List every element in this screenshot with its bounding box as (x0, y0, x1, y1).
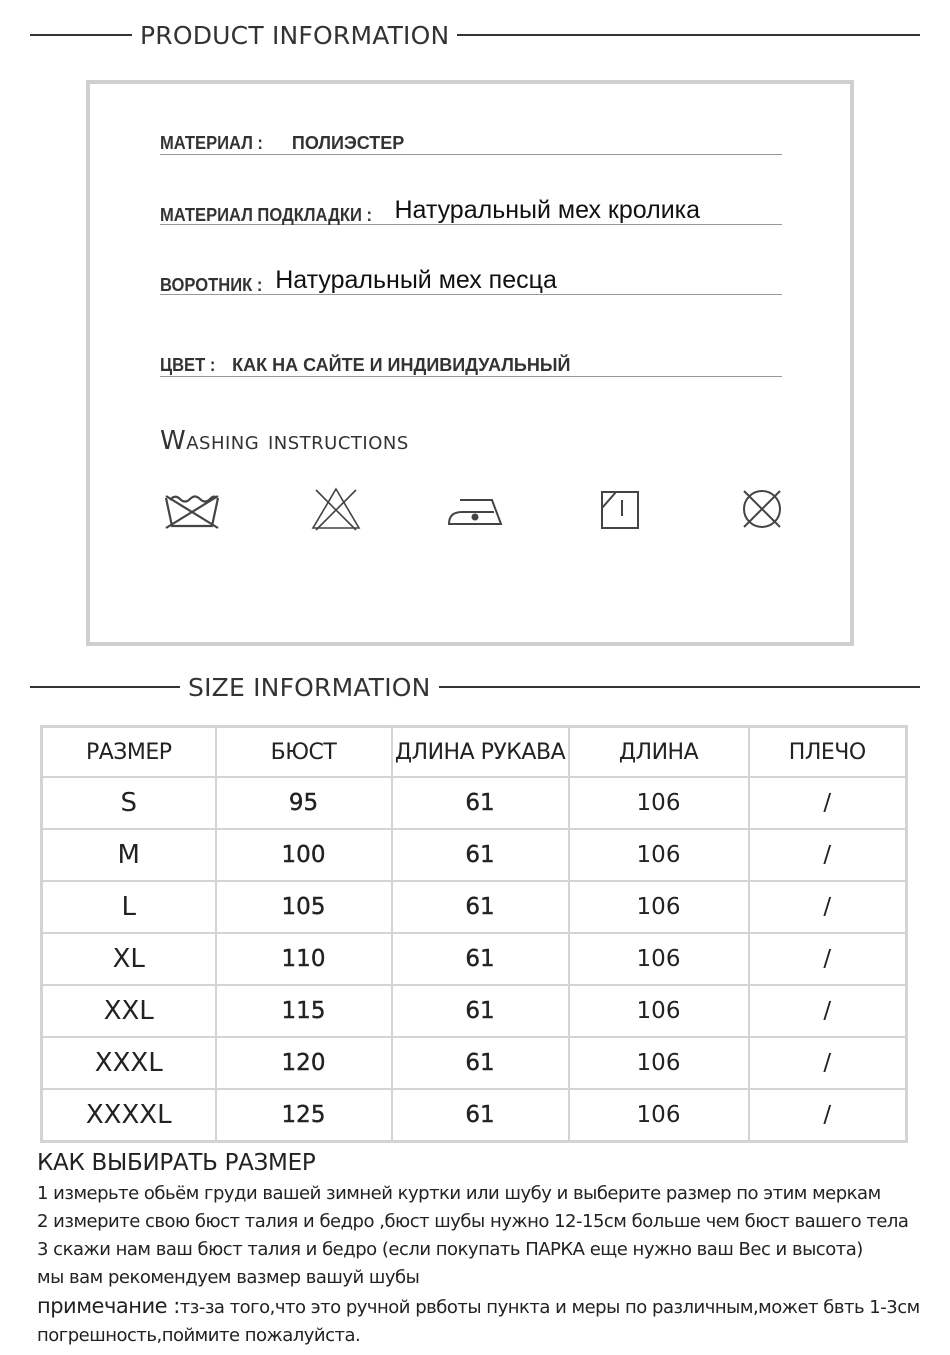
washing-instructions-title: Washing instructions (160, 426, 409, 456)
size-cell: L (42, 881, 216, 933)
bust-cell: 125 (216, 1089, 392, 1142)
size-cell: XXXXL (42, 1089, 216, 1142)
length-cell: 106 (569, 1037, 749, 1089)
color-label: ЦВЕТ : (160, 355, 216, 375)
table-row (42, 933, 907, 985)
size-cell: XL (42, 933, 216, 985)
size-cell: M (42, 829, 216, 881)
line-dry-icon (598, 486, 642, 532)
do-not-dry-clean-icon (738, 486, 786, 532)
product-information-title: PRODUCT INFORMATION (140, 20, 450, 50)
size-cell: XXXL (42, 1037, 216, 1089)
how-to-title: КАК ВЫБИРАТЬ РАЗМЕР (37, 1150, 316, 1176)
table-header-row (42, 727, 907, 778)
sleeve-cell: 61 (392, 1037, 569, 1089)
sleeve-cell: 61 (392, 985, 569, 1037)
note-line-2: погрешность,поймите пожалуйста. (37, 1325, 361, 1346)
table-row (42, 829, 907, 881)
length-cell: 106 (569, 933, 749, 985)
size-cell: XXL (42, 985, 216, 1037)
sleeve-cell: 61 (392, 1089, 569, 1142)
length-cell: 106 (569, 985, 749, 1037)
how-to-choose-size (37, 1150, 942, 1350)
instruction-line-1: 1 измерьте обьём груди вашей зимней куртки или шубу и выберите размер по этим меркам (37, 1183, 881, 1204)
length-cell: 106 (569, 881, 749, 933)
instruction-line-4: мы вам рекомендуем вазмер вашуй шубы (37, 1267, 420, 1288)
sleeve-cell: 61 (392, 881, 569, 933)
lining-value: Натуральный мех кролика (394, 196, 701, 224)
table-row (42, 985, 907, 1037)
lining-label: МАТЕРИАЛ ПОДКЛАДКИ : (160, 205, 373, 225)
shoulder-cell: / (749, 985, 907, 1037)
bust-cell: 115 (216, 985, 392, 1037)
column-header-shoulder: ПЛЕЧО (749, 727, 907, 778)
sleeve-cell: 61 (392, 933, 569, 985)
header-rule-right (457, 34, 920, 36)
color-row (160, 342, 782, 377)
bust-cell: 110 (216, 933, 392, 985)
table-row (42, 1037, 907, 1089)
sleeve-cell: 61 (392, 777, 569, 829)
length-cell: 106 (569, 777, 749, 829)
size-information-title: SIZE INFORMATION (188, 672, 431, 702)
product-information-header (30, 20, 920, 50)
length-cell: 106 (569, 1089, 749, 1142)
instruction-line-2: 2 измерите свою бюст талия и бедро ,бюст шубы нужно 12-15см больше чем бюст вашего тела (37, 1211, 909, 1232)
header-rule-left (30, 686, 180, 688)
bust-cell: 100 (216, 829, 392, 881)
size-cell: S (42, 777, 216, 829)
sleeve-cell: 61 (392, 829, 569, 881)
table-row (42, 777, 907, 829)
table-row (42, 881, 907, 933)
column-header-bust: БЮСТ (216, 727, 392, 778)
bust-cell: 120 (216, 1037, 392, 1089)
shoulder-cell: / (749, 1037, 907, 1089)
header-rule-left (30, 34, 132, 36)
size-information-header (30, 672, 920, 702)
instruction-line-3: 3 скажи нам ваш бюст талия и бедро (если покупать ПАРКА еще нужно ваш Вес и высота) (37, 1239, 863, 1260)
bust-cell: 105 (216, 881, 392, 933)
material-label: МАТЕРИАЛ : (160, 133, 263, 153)
header-rule-right (439, 686, 920, 688)
color-value: КАК НА САЙТЕ И ИНДИВИДУАЛЬНЫЙ (232, 355, 571, 375)
length-cell: 106 (569, 829, 749, 881)
product-info-box (86, 80, 854, 646)
column-header-length: ДЛИНА (569, 727, 749, 778)
shoulder-cell: / (749, 933, 907, 985)
shoulder-cell: / (749, 1089, 907, 1142)
collar-label: ВОРОТНИК : (160, 275, 263, 295)
lining-row (160, 184, 782, 225)
iron-low-icon (446, 486, 506, 532)
column-header-sleeve-length: ДЛИНА РУКАВА (392, 727, 569, 778)
note-label: примечание : (37, 1294, 180, 1318)
material-row (160, 124, 782, 155)
collar-value: Натуральный мех песца (275, 266, 557, 294)
note-text: тз-за того,что это ручной рвботы пункта и меры по различным,может бвть 1-3см (179, 1297, 920, 1318)
bust-cell: 95 (216, 777, 392, 829)
do-not-bleach-icon (310, 486, 362, 532)
note-line (37, 1292, 942, 1322)
table-row (42, 1089, 907, 1142)
shoulder-cell: / (749, 829, 907, 881)
shoulder-cell: / (749, 777, 907, 829)
material-value: ПОЛИЭСТЕР (291, 133, 405, 153)
column-header-size: РАЗМЕР (42, 727, 216, 778)
do-not-wash-icon (162, 486, 222, 532)
collar-row (160, 254, 782, 295)
size-table (40, 725, 908, 1143)
shoulder-cell: / (749, 881, 907, 933)
